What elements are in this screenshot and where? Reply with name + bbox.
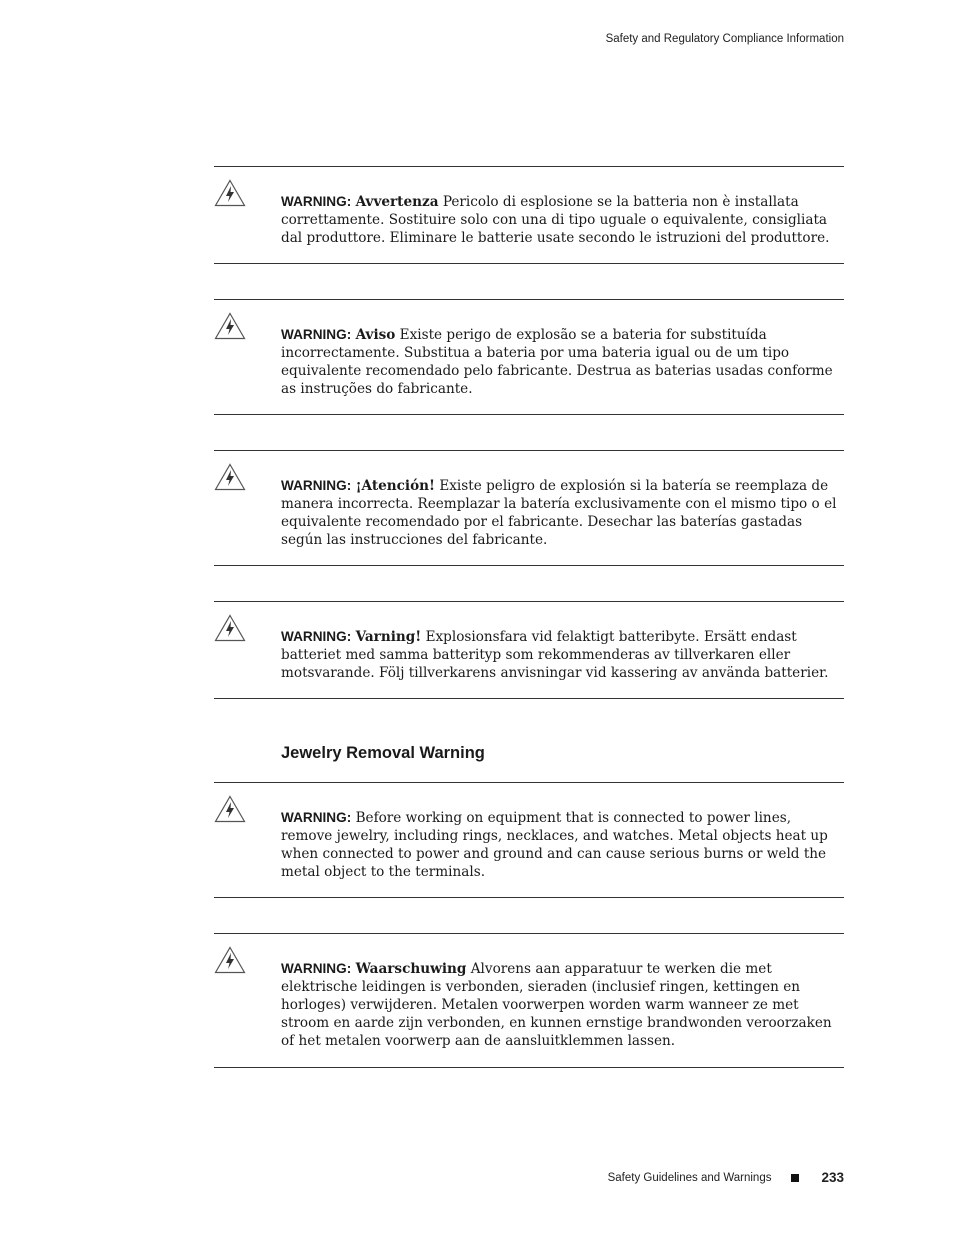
warning-body: Explosionsfara vid felaktigt batteribyte. Ersätt endast batteriet med samma batterityp som rekommenderas av tillverkaren eller motsvarande. Följ tillverkarens anvisningar vid kassering av använda batterier. [281,629,829,681]
warning-text [281,960,844,1050]
warning-label: WARNING: [281,961,352,976]
warning-block-italian [214,166,844,264]
warning-label: WARNING: [281,810,352,825]
electrical-hazard-warning-icon [214,463,246,491]
warning-body: Alvorens aan apparatuur te werken die met elektrische leidingen is verbonden, sieraden (inclusief ringen, kettingen en horloges) verwijderen. Metalen voorwerpen worden warm wanneer ze met stroom en aarde zijn verbonden, en kunnen ernstige brandwonden veroorzaken of het metalen voorwerp aan de aansluitklemmen lassen. [281,961,832,1049]
language-label: Waarschuwing [355,961,467,977]
warning-text [281,809,844,881]
warning-label: WARNING: [281,629,352,644]
warning-label: WARNING: [281,478,352,493]
electrical-hazard-warning-icon [214,179,246,207]
running-head: Safety and Regulatory Compliance Information [605,33,844,45]
warning-body: Before working on equipment that is connected to power lines, remove jewelry, including rings, necklaces, and watches. Metal objects heat up when connected to power and ground and can cause serious burns or weld the metal object to the terminals. [281,810,828,880]
electrical-hazard-warning-icon [214,795,246,823]
page-footer [608,1170,844,1185]
warning-text [281,326,844,398]
language-label: Aviso [355,327,396,343]
language-label: Varning! [355,629,422,645]
warning-body: Existe perigo de explosão se a bateria for substituída incorrectamente. Substitua a bateria por uma bateria igual ou de um tipo equivalente recomendado pelo fabricante. Destrua as baterias usadas conforme as instruções do fabricante. [281,327,833,397]
warning-block-jewelry-english [214,782,844,898]
electrical-hazard-warning-icon [214,312,246,340]
warning-label: WARNING: [281,327,352,342]
warning-block-swedish [214,601,844,699]
warning-block-spanish [214,450,844,566]
electrical-hazard-warning-icon [214,946,246,974]
footer-chapter: Safety Guidelines and Warnings [607,1171,772,1184]
language-label: Avvertenza [355,194,439,210]
electrical-hazard-warning-icon [214,614,246,642]
warning-text [281,628,844,682]
warning-block-dutch [214,933,844,1068]
page-number: 233 [821,1170,844,1185]
warning-body: Existe peligro de explosión si la batería se reemplaza de manera incorrecta. Reemplazar la batería exclusivamente con el mismo tipo o el equivalente recomendado por el fabricante. Desechar las baterías gastadas según las instrucciones del fabricante. [281,478,837,548]
warning-text [281,193,844,247]
warning-label: WARNING: [281,194,352,209]
square-bullet-icon [791,1174,799,1182]
warning-body: Pericolo di esplosione se la batteria non è installata correttamente. Sostituire solo con una di tipo uguale o equivalente, consigliata dal produttore. Eliminare le batterie usate secondo le istruzioni del produttore. [281,194,830,246]
warning-text [281,477,844,549]
warning-block-portuguese [214,299,844,415]
section-title: Jewelry Removal Warning [281,744,485,762]
language-label: ¡Atención! [355,478,436,494]
